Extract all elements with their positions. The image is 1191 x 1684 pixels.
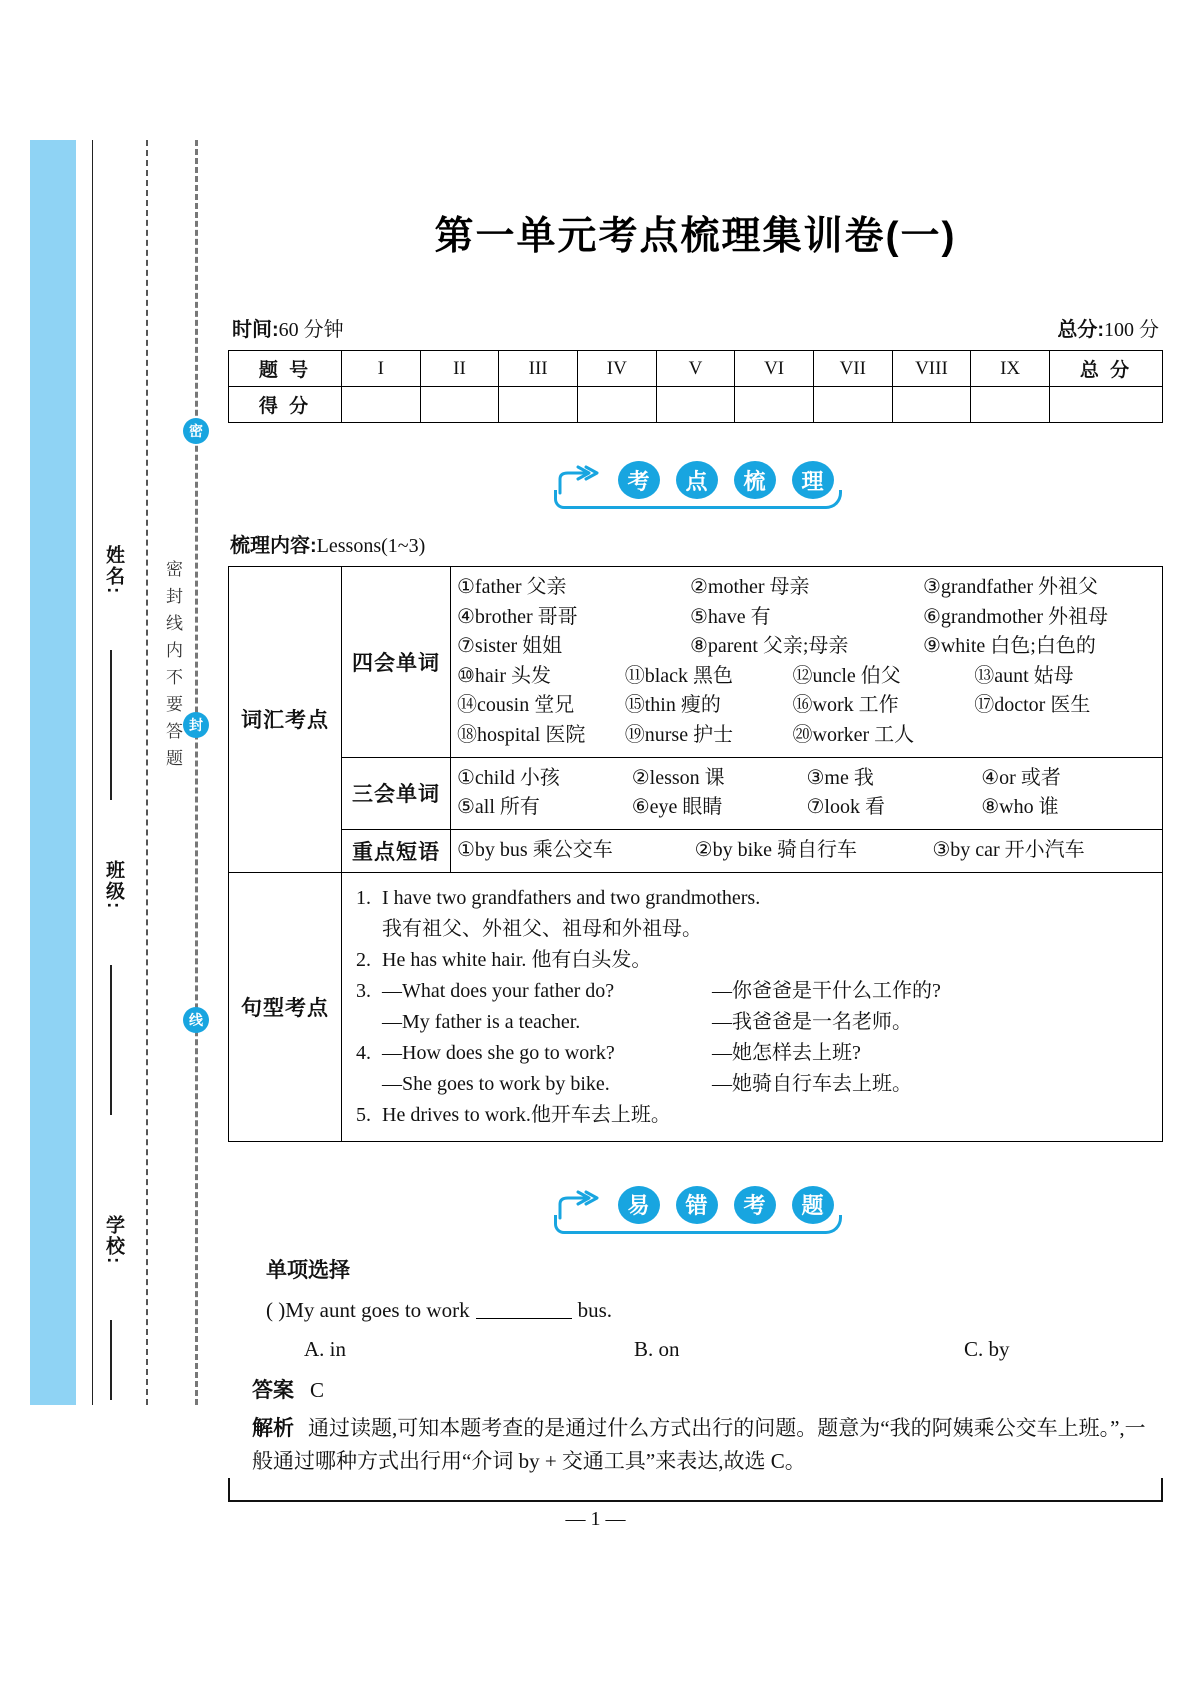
- word-item: ④or 或者: [981, 766, 1061, 789]
- sentence-cn: 我有祖父、外祖父、祖母和外祖母。: [382, 917, 702, 940]
- sentence-cn: —她怎样去上班?: [712, 1041, 861, 1064]
- score-col-8: VIII: [892, 351, 971, 387]
- word-item: ⑨white 白色;白色的: [922, 635, 1096, 658]
- word-item: ①child 小孩: [457, 766, 560, 789]
- review-scope-value: Lessons(1~3): [316, 535, 426, 557]
- review-banner-char-3: 梳: [734, 461, 776, 499]
- word-item: ⑲nurse 护士: [624, 723, 734, 746]
- sentence-cn: —你爸爸是干什么工作的?: [712, 979, 941, 1002]
- option-a[interactable]: A. in: [304, 1336, 346, 1361]
- sentence-en: He drives to work.: [382, 1103, 531, 1126]
- answer-label: 答案: [252, 1378, 294, 1402]
- score-col-6: VI: [735, 351, 814, 387]
- score-col-2: II: [420, 351, 499, 387]
- sentence-row: [356, 883, 1156, 914]
- sentence-cn: —她骑自行车去上班。: [712, 1072, 912, 1095]
- word-item: ⑤have 有: [689, 605, 771, 628]
- decorative-blue-band: [30, 140, 76, 1405]
- sentence-pattern-list: [342, 872, 1163, 1141]
- category-vocabulary: 词汇考点: [229, 567, 342, 873]
- page-title: 第一单元考点梳理集训卷(一): [434, 215, 957, 258]
- main-content: [228, 150, 1163, 1478]
- sentence-cn: 他开车去上班。: [530, 1103, 671, 1126]
- subcategory-phrases: 重点短语: [342, 829, 451, 872]
- score-row-label-question: 题 号: [229, 351, 342, 387]
- word-item: ⑥eye 眼睛: [631, 796, 723, 819]
- footer-tick-left: [228, 1478, 230, 1502]
- sentence-en: —What does your father do?: [382, 979, 615, 1002]
- word-item: ⑧parent 父亲;母亲: [689, 635, 849, 658]
- score-col-7: VII: [813, 351, 892, 387]
- sentence-number: 4.: [356, 1041, 371, 1064]
- field-rule-class: [110, 965, 112, 1115]
- word-item: ⑯work 工作: [792, 694, 899, 717]
- mistakes-banner-char-3: 考: [734, 1186, 776, 1224]
- sentence-number: 5.: [356, 1103, 371, 1126]
- time-info: [232, 313, 344, 342]
- score-cell-3[interactable]: [499, 387, 578, 423]
- score-col-total: 总 分: [1050, 351, 1163, 387]
- sentence-row: [356, 1007, 1156, 1038]
- review-scope-label: 梳理内容:: [230, 535, 317, 557]
- mistakes-banner: [228, 1182, 1163, 1232]
- score-col-5: V: [656, 351, 735, 387]
- word-item: ⑩hair 头发: [457, 664, 552, 687]
- sentence-number: 3.: [356, 979, 371, 1002]
- total-score-info: [1057, 313, 1159, 342]
- answer-line: [252, 1374, 1163, 1404]
- sentence-row: [356, 1038, 1156, 1069]
- phrase-item: ③by car 开小汽车: [932, 838, 1085, 861]
- word-item: ⑦sister 姐姐: [457, 635, 563, 658]
- dashed-line-inner: [146, 140, 148, 1405]
- review-scope: [230, 529, 1163, 558]
- knowledge-table: [228, 566, 1163, 1142]
- sentence-cn: —我爸爸是一名老师。: [712, 1010, 912, 1033]
- analysis-text: 通过读题,可知本题考查的是通过什么方式出行的问题。题意为“我的阿姨乘公交车上班。”,一般通过哪种方式出行用“介词 by + 交通工具”来表达,故选 C。: [252, 1415, 1146, 1474]
- sentence-en: He has white hair.: [382, 948, 527, 971]
- score-col-4: IV: [577, 351, 656, 387]
- subcategory-four-skills: 四会单词: [342, 567, 451, 758]
- table-row-three-skills: [229, 757, 1163, 829]
- score-cell-8[interactable]: [892, 387, 971, 423]
- score-cell-1[interactable]: [342, 387, 421, 423]
- score-cell-9[interactable]: [971, 387, 1050, 423]
- word-item: ⑮thin 瘦的: [624, 694, 721, 717]
- seal-mark-feng: 封: [183, 712, 209, 738]
- answer-value: C: [310, 1377, 325, 1402]
- sentence-row: [356, 1069, 1156, 1100]
- footer-tick-right: [1161, 1478, 1163, 1502]
- sentence-number: 1.: [356, 886, 371, 909]
- sentence-number: 2.: [356, 948, 371, 971]
- page-number: — 1 —: [565, 1508, 626, 1530]
- time-value: 60 分钟: [278, 319, 344, 341]
- score-table-value-row: [229, 387, 1163, 423]
- seal-mark-xian: 线: [183, 1007, 209, 1033]
- word-item: ②lesson 课: [631, 766, 725, 789]
- sentence-en: —How does she go to work?: [382, 1041, 615, 1064]
- option-row: [304, 1337, 1163, 1362]
- sentence-cn: 他有白头发。: [531, 948, 652, 971]
- word-item: ⑫uncle 伯父: [792, 664, 901, 687]
- sentence-row: [356, 976, 1156, 1007]
- section-title-multiple-choice: 单项选择: [266, 1258, 350, 1282]
- key-phrases: [451, 829, 1163, 872]
- question-text-pre: My aunt goes to work: [285, 1297, 470, 1322]
- total-value: 100 分: [1104, 319, 1159, 341]
- review-banner-char-2: 点: [676, 461, 718, 499]
- field-label-name: 姓名:: [103, 545, 124, 596]
- review-banner: [228, 457, 1163, 507]
- phrase-item: ②by bike 骑自行车: [694, 838, 858, 861]
- word-item: ③me 我: [806, 766, 874, 789]
- word-item: ⑤all 所有: [457, 796, 540, 819]
- word-item: ⑳worker 工人: [792, 723, 915, 746]
- review-banner-char-1: 考: [618, 461, 660, 499]
- word-item: ⑰doctor 医生: [974, 694, 1091, 717]
- banner-swoosh-decoration: [554, 1215, 842, 1234]
- word-item: ⑦look 看: [806, 796, 885, 819]
- sentence-en: I have two grandfathers and two grandmothers.: [382, 886, 761, 909]
- four-skills-words: [451, 567, 1163, 758]
- score-col-3: III: [499, 351, 578, 387]
- option-b[interactable]: B. on: [634, 1336, 680, 1361]
- field-label-class: 班级:: [103, 860, 124, 911]
- score-cell-5[interactable]: [656, 387, 735, 423]
- subcategory-three-skills: 三会单词: [342, 757, 451, 829]
- mistakes-banner-char-4: 题: [792, 1186, 834, 1224]
- word-item: ⑬aunt 姑母: [974, 664, 1074, 687]
- table-row-sentences: [229, 872, 1163, 1141]
- analysis-label: 解析: [252, 1416, 294, 1440]
- phrase-item: ①by bus 乘公交车: [457, 838, 613, 861]
- exam-meta-row: [232, 313, 1159, 342]
- word-item: ⑪black 黑色: [624, 664, 734, 687]
- dashed-line-outer: [195, 140, 198, 1405]
- answer-bracket[interactable]: ( ): [266, 1297, 286, 1322]
- field-rule-school: [110, 1320, 112, 1400]
- sentence-row: [356, 945, 1156, 976]
- score-cell-total[interactable]: [1050, 387, 1163, 423]
- multiple-choice-section: [228, 1254, 1163, 1478]
- score-col-1: I: [342, 351, 421, 387]
- answer-blank[interactable]: [476, 1318, 572, 1319]
- seal-warning-text: 密封线内不要答题: [163, 560, 182, 776]
- time-label: 时间:: [232, 319, 279, 341]
- word-item: ⑭cousin 堂兄: [457, 694, 575, 717]
- sentence-row: [356, 914, 1156, 945]
- analysis-block: [252, 1412, 1163, 1478]
- word-item: ⑱hospital 医院: [457, 723, 586, 746]
- option-c[interactable]: C. by: [964, 1336, 1010, 1361]
- score-table-header-row: [229, 351, 1163, 387]
- score-cell-7[interactable]: [813, 387, 892, 423]
- table-row-phrases: [229, 829, 1163, 872]
- mistakes-banner-char-2: 错: [676, 1186, 718, 1224]
- sentence-row: [356, 1100, 1156, 1131]
- field-rule-name: [110, 650, 112, 800]
- field-label-school: 学校:: [103, 1215, 124, 1266]
- word-item: ①father 父亲: [457, 576, 567, 598]
- word-item: ⑧who 谁: [981, 796, 1059, 819]
- word-item: ③grandfather 外祖父: [922, 576, 1099, 598]
- total-label: 总分:: [1057, 319, 1104, 341]
- banner-swoosh-decoration: [554, 490, 842, 509]
- score-row-label-points: 得 分: [229, 387, 342, 423]
- score-cell-4[interactable]: [577, 387, 656, 423]
- word-item: ⑥grandmother 外祖母: [922, 605, 1109, 628]
- sentence-en: —She goes to work by bike.: [382, 1072, 610, 1095]
- score-col-9: IX: [971, 351, 1050, 387]
- footer-divider: [228, 1500, 1163, 1502]
- mistakes-banner-char-1: 易: [618, 1186, 660, 1224]
- seal-mark-mi: 密: [183, 418, 209, 444]
- review-banner-char-4: 理: [792, 461, 834, 499]
- question-text-post: bus.: [577, 1297, 613, 1322]
- word-item: ④brother 哥哥: [457, 605, 578, 628]
- score-cell-6[interactable]: [735, 387, 814, 423]
- three-skills-words: [451, 757, 1163, 829]
- band-divider-line: [92, 140, 93, 1405]
- score-cell-2[interactable]: [420, 387, 499, 423]
- word-item: ②mother 母亲: [689, 576, 810, 598]
- category-sentence-patterns: 句型考点: [229, 872, 342, 1141]
- sentence-en: —My father is a teacher.: [382, 1010, 581, 1033]
- score-table: [228, 350, 1163, 423]
- question-line: [266, 1298, 1163, 1323]
- table-row-four-skills: [229, 567, 1163, 758]
